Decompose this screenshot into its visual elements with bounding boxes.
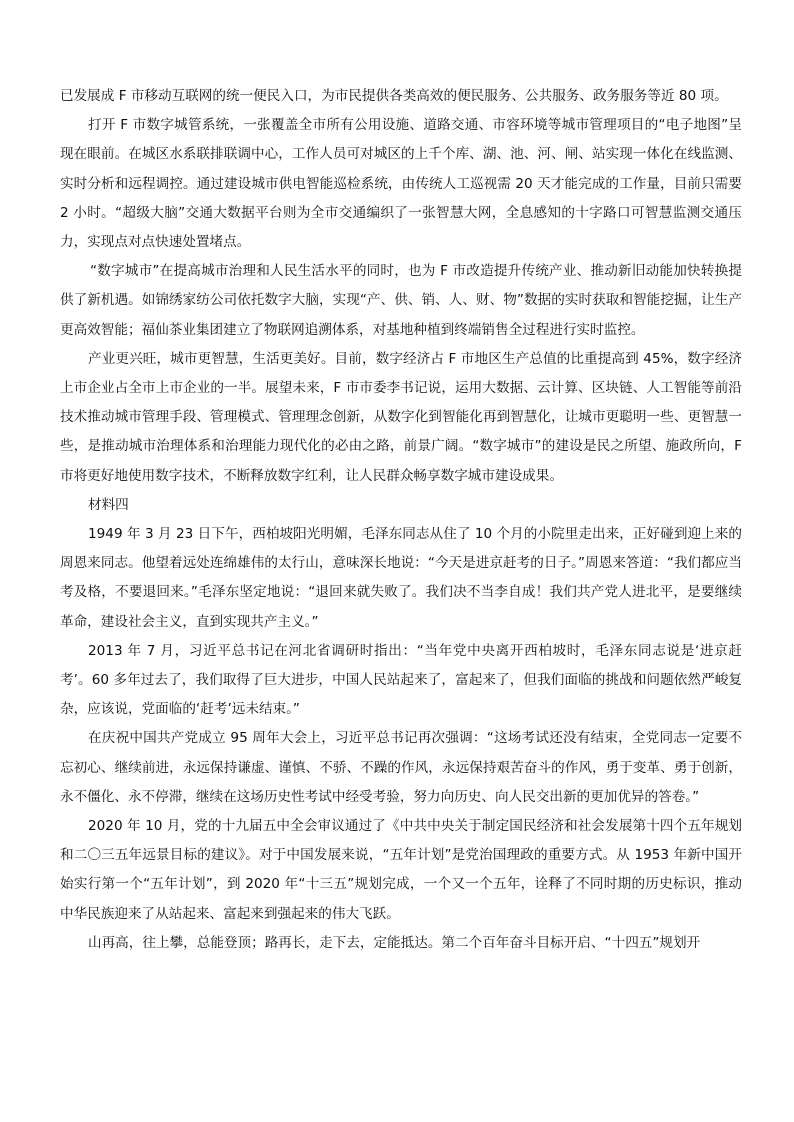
paragraph-hebei-2013: 2013 年 7 月，习近平总书记在河北省调研时指出：“当年党中央离开西柏坡时，毛泽东同志说是‘进京赶考’。60 多年过去了，我们取得了巨大进步，中国人民站起来了，富起来了，但我们面临的挑战和问题依然严峻复杂，应该说，党面临的‘赶考’远未结束。” (60, 642, 742, 718)
paragraph-xibaipo-1949: 1949 年 3 月 23 日下午，西柏坡阳光明媚，毛泽东同志从住了 10 个月的小院里走出来，正好碰到迎上来的周恩来同志。他望着远处连绵雄伟的太行山，意味深长地说：“今天是进京赶考的日子。”周恩来答道：“我们都应当考及格，不要退回来。”毛泽东坚定地说：“退回来就失败了。我们决不当李自成！我们共产党人进北平，是要继续革命，建设社会主义，直到实现共产主义。” (60, 526, 742, 630)
section-heading-material-four: 材料四 (88, 496, 129, 513)
paragraph-95th-anniversary: 在庆祝中国共产党成立 95 周年大会上，习近平总书记再次强调：“这场考试还没有结束，全党同志一定要不忘初心、继续前进，永远保持谦虚、谨慎、不骄、不躁的作风，永远保持艰苦奋斗的作风，勇于变革、勇于创新，永不僵化、永不停滞，继续在这场历史性考试中经受考验，努力向历史、向人民交出新的更加优异的答卷。” (60, 730, 742, 805)
paragraph-five-year-plan: 2020 年 10 月，党的十九届五中全会审议通过了《中共中央关于制定国民经济和社会发展第十四个五年规划和二〇三五年远景目标的建议》。对于中国发展来说，“五年计划”是党治国理政的重要方式。从 1953 年新中国开始实行第一个“五年计划”，到 2020 年“十三五”规划完成，一个又一个五年，诠释了不同时期的历史标识，推动中华民族迎来了从站起来、富起来到强起来的伟大飞跃。 (60, 818, 742, 922)
paragraph-digital-city-management: 打开 F 市数字城管系统，一张覆盖全市所有公用设施、道路交通、市容环境等城市管理项目的“电子地图”呈现在眼前。在城区水系联排联调中心，工作人员可对城区的上千个库、湖、池、河、闸、站实现一体化在线监测、实时分析和远程调控。通过建设城市供电智能巡检系统，由传统人工巡视需 20 天才能完成的工作量，目前只需要 2 小时。“超级大脑”交通大数据平台则为全市交通编织了一张智慧大网，全息感知的十字路口可智慧监测交通压力，实现点对点快速处置堵点。 (60, 117, 742, 251)
document-body (60, 82, 742, 958)
paragraph-closing: 山再高，往上攀，总能登顶；路再长，走下去，定能抵达。第二个百年奋斗目标开启、“十四五”规划开 (88, 934, 701, 951)
paragraph-industry-prosperity: 产业更兴旺，城市更智慧，生活更美好。目前，数字经济占 F 市地区生产总值的比重提高到 45%，数字经济上市企业占全市上市企业的一半。展望未来，F 市市委李书记说，运用大数据、云计算、区块链、人工智能等前沿技术推动城市管理手段、管理模式、管理理念创新，从数字化到智能化再到智慧化，让城市更聪明一些、更智慧一些，是推动城市治理体系和治理能力现代化的必由之路，前景广阔。“数字城市”的建设是民之所望、施政所向，F 市将更好地使用数字技术，不断释放数字红利，让人民群众畅享数字城市建设成果。 (60, 350, 742, 484)
paragraph-digital-city-opportunity: “数字城市”在提高城市治理和人民生活水平的同时，也为 F 市改造提升传统产业、推动新旧动能加快转换提供了新机遇。如锦绣家纺公司依托数字大脑，实现“产、供、销、人、财、物”数据的实时获取和智能挖掘，让生产更高效智能；福仙茶业集团建立了物联网追溯体系，对基地种植到终端销售全过程进行实时监控。 (60, 263, 742, 338)
paragraph-continued: 已发展成 F 市移动互联网的统一便民入口，为市民提供各类高效的便民服务、公共服务、政务服务等近 80 项。 (60, 88, 728, 104)
